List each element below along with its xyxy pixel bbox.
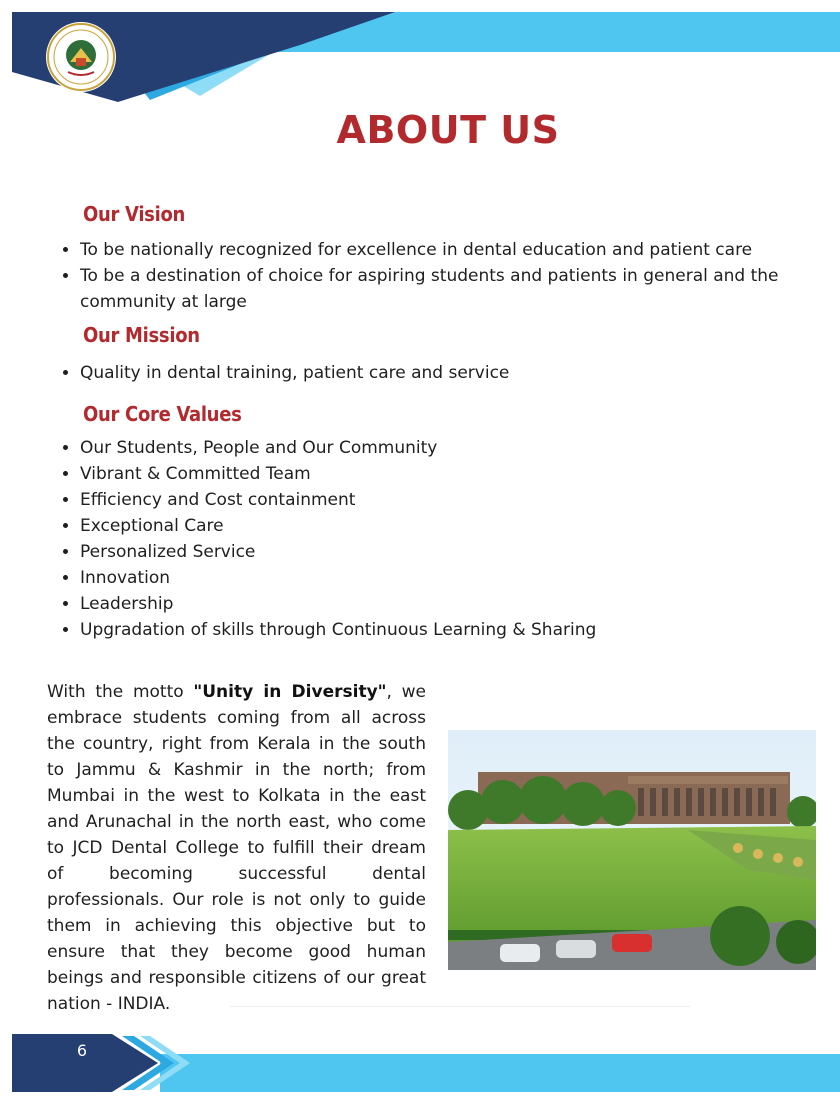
list-item: • Vibrant & Committed Team: [80, 461, 780, 487]
list-item: • To be nationally recognized for excellence in dental education and patient care: [80, 237, 820, 263]
college-logo: [46, 22, 116, 92]
list-item: • Personalized Service: [80, 539, 780, 565]
motto-quote: "Unity in Diversity": [193, 682, 387, 702]
list-item: • Upgradation of skills through Continuous Learning & Sharing: [80, 617, 780, 643]
list-item: • Leadership: [80, 591, 780, 617]
core-values-heading: Our Core Values: [83, 402, 242, 426]
header-banner: [0, 0, 840, 110]
seal-icon: [46, 22, 116, 92]
page-number: 6: [76, 1041, 88, 1060]
mission-heading: Our Mission: [83, 323, 200, 347]
campus-photo: [448, 730, 816, 970]
list-item: • Exceptional Care: [80, 513, 780, 539]
page-title: ABOUT US: [336, 108, 560, 152]
motto-paragraph: [47, 679, 426, 1017]
motto-body: , we embrace students coming from all across the country, right from Kerala in the south to Jammu & Kashmir in the north; from Mumbai in the west to Kolkata in the east and Arunachal in the north east, who come to JCD Dental College to fulfill their dream of becoming successful dental professionals. Our role is not only to guide them in achieving this objective but to ensure that they become good human beings and responsible citizens of our great nation - INDIA.: [47, 682, 427, 1014]
vision-list: [56, 237, 820, 315]
vision-heading: Our Vision: [83, 202, 186, 226]
list-item: • Efficiency and Cost containment: [80, 487, 780, 513]
list-item: • To be a destination of choice for aspiring students and patients in general and the community at large: [80, 263, 820, 315]
footer-banner: [0, 1030, 840, 1104]
divider: [230, 1006, 690, 1007]
mission-list: [56, 360, 780, 386]
motto-prefix: With the motto: [47, 682, 194, 702]
list-item: • Quality in dental training, patient care and service: [80, 360, 780, 386]
core-values-list: [56, 435, 780, 643]
list-item: • Innovation: [80, 565, 780, 591]
list-item: • Our Students, People and Our Community: [80, 435, 780, 461]
